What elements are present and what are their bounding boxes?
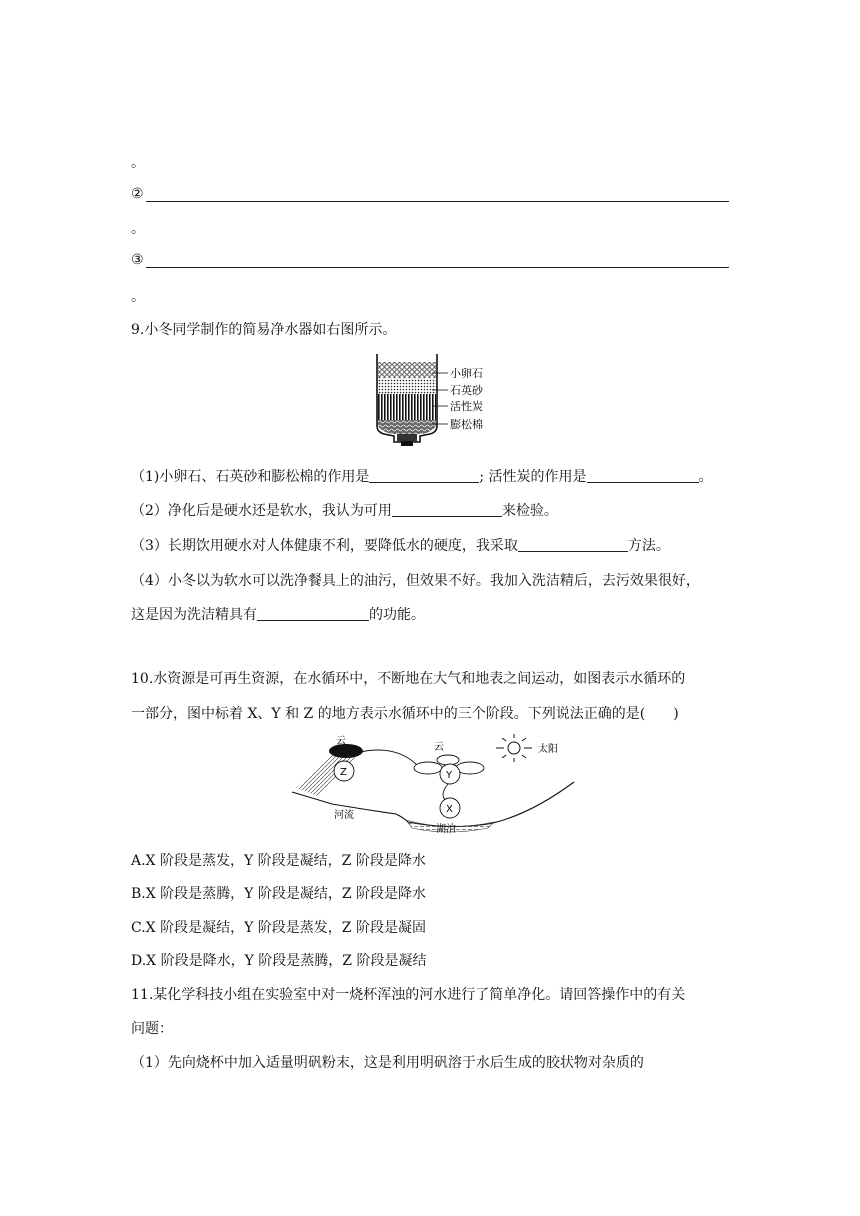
answer-rule <box>146 201 729 202</box>
q10-stem-2-text: 一部分，图中标着 X、Y 和 Z 的地方表示水循环中的三个阶段。下列说法正确的是( <box>131 706 646 722</box>
label-z: Z <box>340 767 347 778</box>
label-pebble: 小卵石 <box>450 367 483 380</box>
water-cycle-figure <box>288 732 578 840</box>
answer-blank-1b[interactable] <box>587 468 699 483</box>
dot-1: 。 <box>131 155 145 171</box>
circled-3-marker: ③ <box>131 252 144 268</box>
answer-line-2[interactable] <box>131 186 729 206</box>
dark-cloud-icon <box>329 744 363 758</box>
label-quartz-sand: 石英砂 <box>450 384 483 397</box>
q10-stem-1: 10.水资源是可再生资源，在水循环中，不断地在大气和地表之间运动，如图表示水循环的 <box>131 671 686 687</box>
label-lake: 湖泊 <box>436 824 456 835</box>
answer-blank-3[interactable] <box>518 537 628 552</box>
label-y: Y <box>446 770 453 781</box>
q9-part4-cont <box>131 604 425 624</box>
q9-part4-text-b: 的功能。 <box>369 607 425 623</box>
q10-close-paren: ) <box>673 706 679 722</box>
q9-part1-text-a: （1)小卵石、石英砂和膨松棉的作用是 <box>131 469 370 485</box>
q9-part3 <box>131 535 670 555</box>
label-sun: 太阳 <box>538 744 558 755</box>
water-filter-figure <box>372 352 512 448</box>
q9-part3-text-a: （3）长期饮用硬水对人体健康不利，要降低水的硬度，我采取 <box>131 538 518 554</box>
q9-stem: 9.小冬同学制作的简易净水器如右图所示。 <box>131 322 397 338</box>
q10-option-a[interactable]: A.X 阶段是蒸发，Y 阶段是凝结，Z 阶段是降水 <box>131 853 426 869</box>
answer-blank-2[interactable] <box>392 502 502 517</box>
q9-part2 <box>131 500 558 520</box>
q11-part1: （1）先向烧杯中加入适量明矾粉末，这是利用明矾溶于水后生成的胶状物对杂质的 <box>131 1055 644 1071</box>
label-x: X <box>446 804 453 815</box>
label-activated-carbon: 活性炭 <box>450 400 483 413</box>
q9-part4: （4）小冬以为软水可以洗净餐具上的油污，但效果不好。我加入洗洁精后，去污效果很好， <box>131 573 700 589</box>
q11-stem-1: 11.某化学科技小组在实验室中对一烧杯浑浊的河水进行了简单净化。请回答操作中的有关 <box>131 987 686 1003</box>
answer-line-3[interactable] <box>131 252 729 272</box>
q9-part2-text-b: 来检验。 <box>501 503 558 519</box>
q9-part1-text-c: 。 <box>698 469 713 485</box>
q10-stem-2 <box>131 703 679 723</box>
label-river: 河流 <box>334 810 354 821</box>
water-cycle-diagram <box>288 732 578 840</box>
q9-part3-text-b: 方法。 <box>627 538 670 554</box>
q9-part2-text-a: （2）净化后是硬水还是软水，我认为可用 <box>131 503 392 519</box>
answer-blank-4[interactable] <box>257 606 369 621</box>
q9-part1-text-b: ; 活性炭的作用是 <box>479 469 587 485</box>
dot-3: 。 <box>131 289 145 305</box>
q10-option-b[interactable]: B.X 阶段是蒸腾，Y 阶段是凝结，Z 阶段是降水 <box>131 886 427 902</box>
water-filter-diagram <box>372 352 512 448</box>
dot-2: 。 <box>131 221 145 237</box>
label-cloud-left: 云 <box>336 736 346 747</box>
q9-part1 <box>131 466 713 486</box>
label-cloud-mid: 云 <box>434 742 444 753</box>
q10-option-c[interactable]: C.X 阶段是凝结，Y 阶段是蒸发，Z 阶段是凝固 <box>131 920 426 936</box>
sun-icon <box>496 734 532 762</box>
circled-2-marker: ② <box>131 186 144 202</box>
label-cotton: 膨松棉 <box>450 418 483 431</box>
answer-rule <box>146 267 729 268</box>
q11-stem-2: 问题： <box>131 1021 173 1037</box>
q10-option-d[interactable]: D.X 阶段是降水，Y 阶段是蒸腾，Z 阶段是凝结 <box>131 953 427 969</box>
answer-blank-1a[interactable] <box>369 468 479 483</box>
q9-part4-text-a: 这是因为洗洁精具有 <box>131 607 257 623</box>
